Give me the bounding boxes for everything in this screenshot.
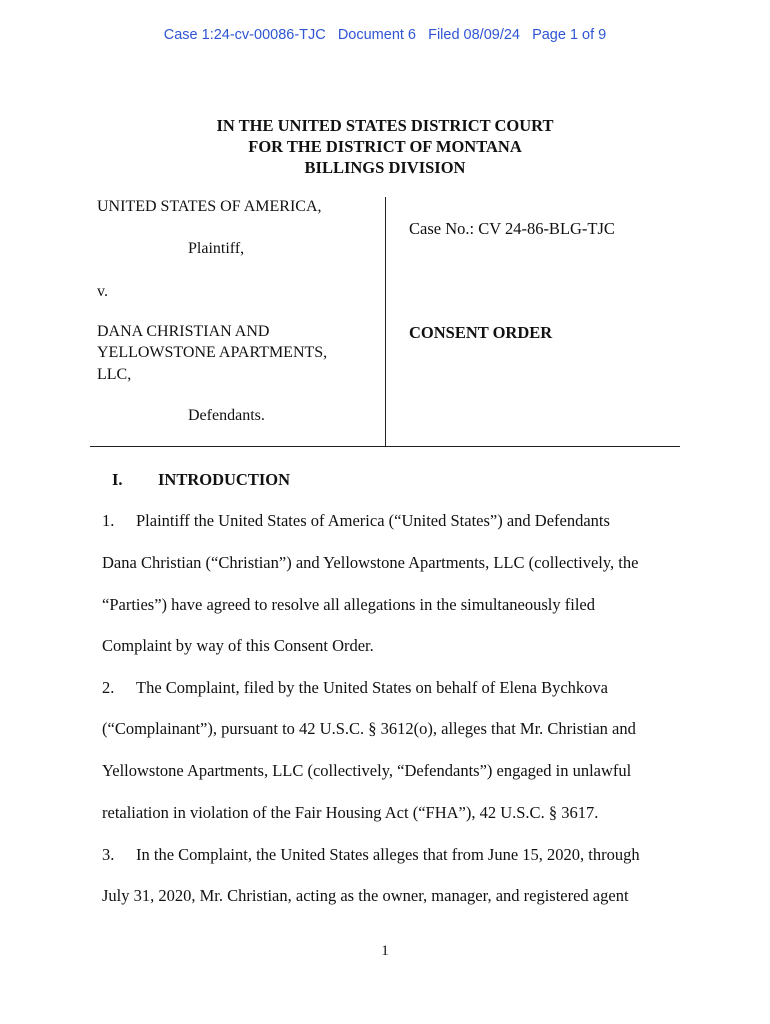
paragraph-line: (“Complainant”), pursuant to 42 U.S.C. § 3612(o), alleges that Mr. Christian and xyxy=(102,719,636,738)
paragraph-text: Plaintiff the United States of America (“United States”) and Defendants xyxy=(136,511,610,530)
paragraph-line: Complaint by way of this Consent Order. xyxy=(102,636,374,655)
court-heading xyxy=(0,115,770,178)
versus-label: v. xyxy=(97,283,108,300)
paragraph-line: “Parties”) have agreed to resolve all allegations in the simultaneously filed xyxy=(102,595,596,614)
plaintiff-role: Plaintiff, xyxy=(188,240,245,257)
defendant-role: Defendants. xyxy=(188,407,265,424)
paragraph-line: Yellowstone Apartments, LLC (collectively, “Defendants”) engaged in unlawful xyxy=(102,761,632,780)
caption-vertical-divider xyxy=(385,197,386,446)
caption-horizontal-divider xyxy=(90,446,680,447)
defendant-name-line-1: DANA CHRISTIAN AND xyxy=(97,323,270,340)
paragraph-line xyxy=(102,678,608,698)
paragraph-line xyxy=(102,845,640,865)
paragraph-number: 1. xyxy=(102,511,115,530)
paragraph-line xyxy=(102,511,610,531)
paragraph-number: 3. xyxy=(102,845,115,864)
paragraph-line: retaliation in violation of the Fair Housing Act (“FHA”), 42 U.S.C. § 3617. xyxy=(102,803,599,822)
document-title: CONSENT ORDER xyxy=(409,323,553,342)
section-number: I. xyxy=(112,470,123,489)
section-title: INTRODUCTION xyxy=(158,470,291,489)
court-heading-line-2: FOR THE DISTRICT OF MONTANA xyxy=(248,137,522,156)
page-number: 1 xyxy=(381,943,389,959)
paragraph-line: July 31, 2020, Mr. Christian, acting as the owner, manager, and registered agent xyxy=(102,886,629,905)
paragraph-line: Dana Christian (“Christian”) and Yellowstone Apartments, LLC (collectively, the xyxy=(102,553,639,572)
court-heading-line-3: BILLINGS DIVISION xyxy=(304,158,466,177)
case-number: Case No.: CV 24-86-BLG-TJC xyxy=(409,219,615,238)
paragraph-number: 2. xyxy=(102,678,115,697)
paragraph-text: The Complaint, filed by the United States on behalf of Elena Bychkova xyxy=(136,678,608,697)
defendant-name-line-3: LLC, xyxy=(97,366,132,383)
defendant-name-line-2: YELLOWSTONE APARTMENTS, xyxy=(97,344,328,361)
plaintiff-name: UNITED STATES OF AMERICA, xyxy=(97,198,322,215)
court-heading-line-1: IN THE UNITED STATES DISTRICT COURT xyxy=(216,116,554,135)
paragraph-text: In the Complaint, the United States alleges that from June 15, 2020, through xyxy=(136,845,640,864)
court-filing-stamp: Case 1:24-cv-00086-TJC Document 6 Filed 08/09/24 Page 1 of 9 xyxy=(163,27,607,43)
